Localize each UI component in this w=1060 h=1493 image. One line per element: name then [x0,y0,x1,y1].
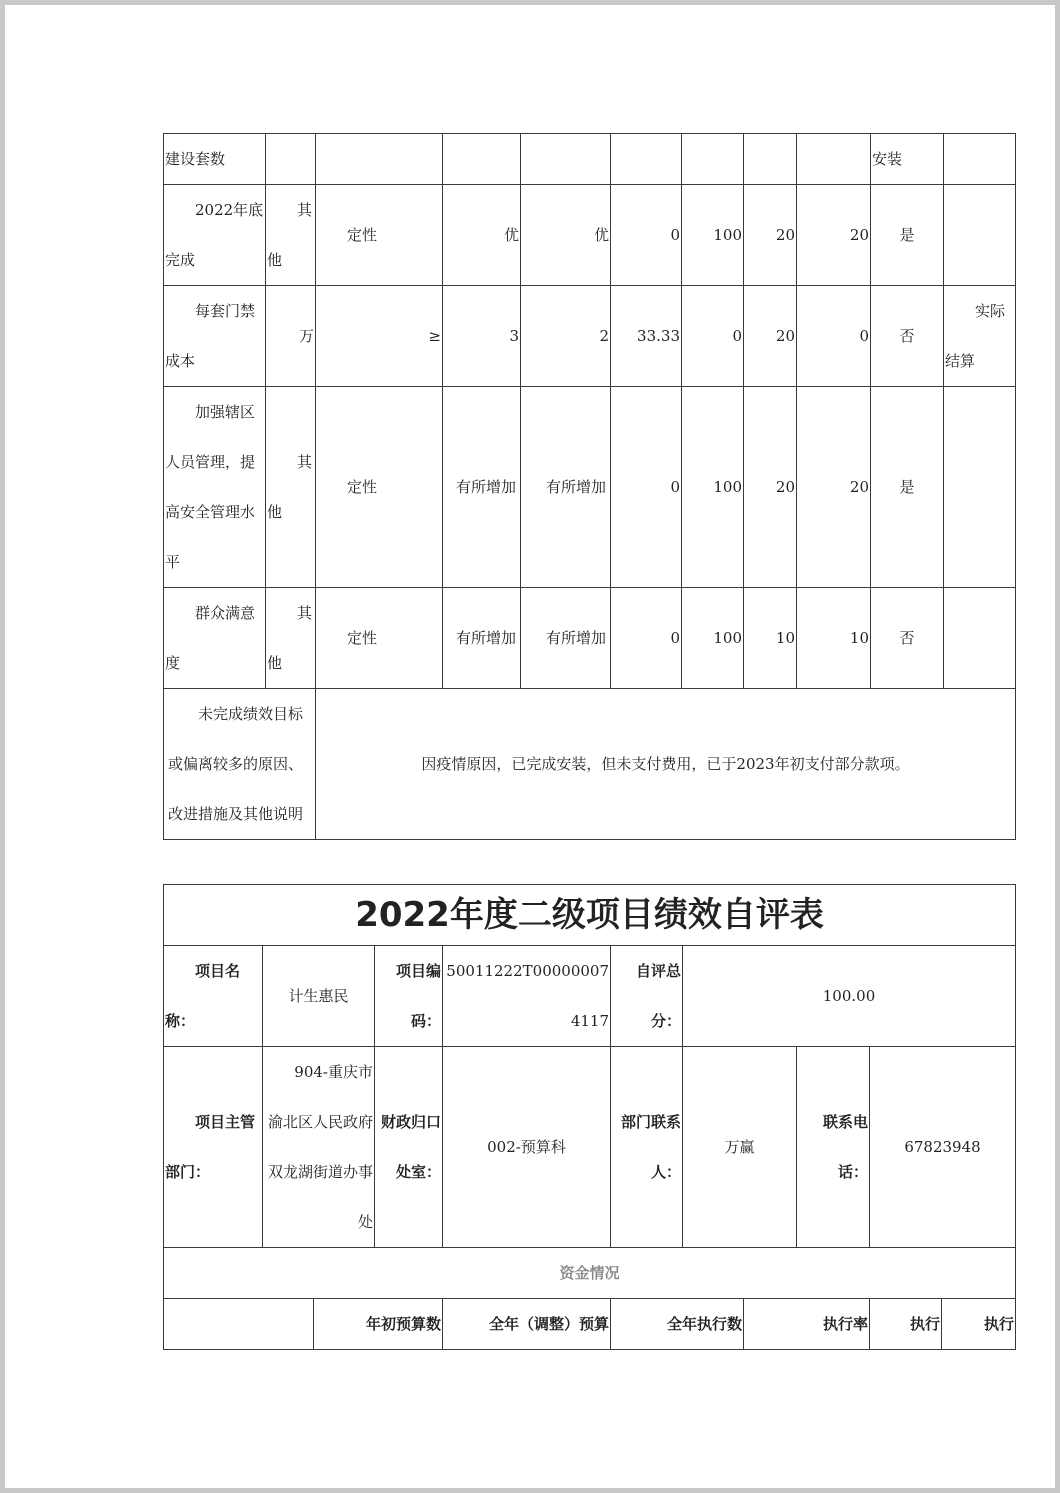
self-score-label: 自评总分： [611,946,683,1047]
indicator-actual: 2 [521,286,611,387]
funds-col-executed: 全年执行数 [611,1299,744,1350]
table-row [164,1248,1016,1299]
project-code-label: 项目编码： [375,946,443,1047]
table-row [164,185,1016,286]
funds-col-rate: 执行率 [744,1299,870,1350]
funds-col-initial: 年初预算数 [314,1299,443,1350]
indicator-score: 20 [797,387,871,588]
reason-label: 未完成绩效目标或偏离较多的原因、改进措施及其他说明 [164,689,316,840]
indicator-completion: 100 [682,588,744,689]
indicator-actual: 优 [521,185,611,286]
contact-label: 部门联系人： [611,1047,683,1248]
table-row [164,588,1016,689]
self-evaluation-table [163,884,1016,1350]
table-row [164,387,1016,588]
indicator-actual: 有所增加 [521,387,611,588]
table-row [164,134,1016,185]
indicator-met: 否 [871,588,944,689]
funds-col-blank [164,1299,314,1350]
indicator-name: 每套门禁成本 [164,286,266,387]
indicator-name: 2022年底完成 [164,185,266,286]
indicator-category: 其他 [266,387,316,588]
indicator-nature: ≥ [316,286,443,387]
indicator-completion: 100 [682,185,744,286]
indicator-completion: 0 [682,286,744,387]
indicator-completion: 100 [682,387,744,588]
indicator-note [944,588,1016,689]
indicator-deviation: 33.33 [611,286,682,387]
indicator-nature: 定性 [316,185,443,286]
indicator-name: 建设套数 [164,134,266,185]
finance-label: 财政归口处室： [375,1047,443,1248]
indicator-name: 群众满意度 [164,588,266,689]
indicator-note: 实际结算 [944,286,1016,387]
indicator-weight: 10 [744,588,797,689]
contact: 万赢 [683,1047,797,1248]
funds-col-exec-a: 执行 [870,1299,942,1350]
self-score: 100.00 [683,946,1016,1047]
funds-col-exec-b: 执行 [942,1299,1016,1350]
performance-indicator-table [163,133,1016,840]
table-row [164,946,1016,1047]
funds-header: 资金情况 [164,1248,1016,1299]
indicator-weight: 20 [744,185,797,286]
indicator-score: 20 [797,185,871,286]
indicator-deviation: 0 [611,387,682,588]
page-title: 2022年度二级项目绩效自评表 [164,885,1016,946]
finance: 002-预算科 [443,1047,611,1248]
indicator-met: 否 [871,286,944,387]
indicator-weight: 20 [744,387,797,588]
indicator-target: 优 [443,185,521,286]
project-name: 计生惠民 [263,946,375,1047]
indicator-target: 3 [443,286,521,387]
table-row [164,689,1016,840]
indicator-category: 万 [266,286,316,387]
indicator-name: 加强辖区人员管理，提高安全管理水平 [164,387,266,588]
indicator-note [944,185,1016,286]
dept: 904-重庆市渝北区人民政府双龙湖街道办事处 [263,1047,375,1248]
indicator-weight: 20 [744,286,797,387]
indicator-note [944,387,1016,588]
indicator-score: 10 [797,588,871,689]
indicator-nature: 定性 [316,588,443,689]
indicator-score: 0 [797,286,871,387]
phone: 67823948 [870,1047,1016,1248]
table-row [164,1299,1016,1350]
reason-text: 因疫情原因，已完成安装，但未支付费用，已于2023年初支付部分款项。 [316,689,1016,840]
project-code: 50011222T000000074117 [443,946,611,1047]
indicator-target: 有所增加 [443,588,521,689]
project-name-label: 项目名称： [164,946,263,1047]
indicator-met: 是 [871,185,944,286]
table-row [164,885,1016,946]
indicator-deviation: 0 [611,185,682,286]
indicator-deviation: 0 [611,588,682,689]
indicator-note: 安装 [871,134,944,185]
table-row [164,1047,1016,1248]
indicator-category: 其他 [266,185,316,286]
table-row [164,286,1016,387]
indicator-actual: 有所增加 [521,588,611,689]
indicator-target: 有所增加 [443,387,521,588]
dept-label: 项目主管部门： [164,1047,263,1248]
document-page [5,5,1055,1488]
indicator-category: 其他 [266,588,316,689]
phone-label: 联系电话： [797,1047,870,1248]
funds-col-adjusted: 全年（调整）预算 [443,1299,611,1350]
indicator-nature: 定性 [316,387,443,588]
indicator-met: 是 [871,387,944,588]
